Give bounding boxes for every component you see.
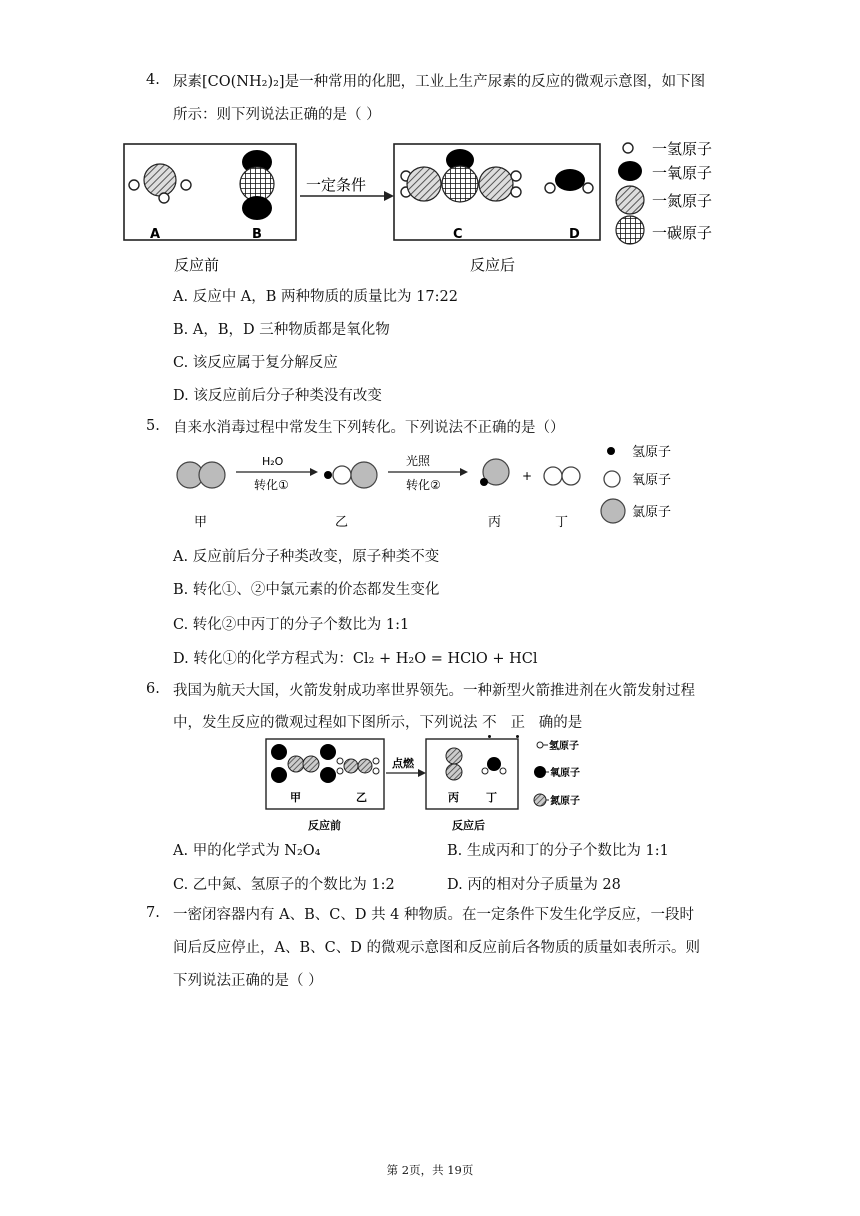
q6-name-jia: 甲 xyxy=(290,791,301,804)
q5-name-bing: 丙 xyxy=(488,515,502,530)
q6-after-label: 反应后 xyxy=(452,819,485,832)
q4-stem-line1: 尿素[CO(NH₂)₂]是一种常用的化肥，工业上生产尿素的反应的微观示意图，如下图 xyxy=(173,74,706,90)
q4-stem-line2: 所示：则下列说法正确的是（ ） xyxy=(173,107,381,123)
q6-before-label: 反应前 xyxy=(308,819,341,832)
q6-name-ding: 丁 xyxy=(486,791,497,804)
q7-stem-line1: 一密闭容器内有 A、B、C、D 共 4 种物质。在一定条件下发生化学反应，一段时 xyxy=(173,907,695,923)
q6-option-d[interactable]: D. 丙的相对分子质量为 28 xyxy=(447,877,621,893)
q5-option-b[interactable]: B. 转化①、②中氯元素的价态都发生变化 xyxy=(173,582,440,598)
q4-option-b[interactable]: B. A，B，D 三种物质都是氧化物 xyxy=(173,322,390,338)
q6-emph-correct: 正 xyxy=(510,715,525,731)
q6-stem-line2-pre: 中，发生反应的微观过程如下图所示，下列说法 xyxy=(173,715,478,731)
q4-legend-c: 一碳原子 xyxy=(652,224,713,242)
q6-legend-n: 氮原子 xyxy=(550,796,580,807)
q4-option-a[interactable]: A. 反应中 A，B 两种物质的质量比为 17:22 xyxy=(173,289,458,305)
q4-legend-h: 一氢原子 xyxy=(652,140,713,158)
q6-number: 6. xyxy=(146,681,160,697)
q5-option-d[interactable]: D. 转化①的化学方程式为：Cl₂ + H₂O = HClO + HCl xyxy=(173,651,538,667)
q7-stem-line2: 间后反应停止，A、B、C、D 的微观示意图和反应前后各物质的质量如表所示。则 xyxy=(173,940,700,956)
q5-option-c[interactable]: C. 转化②中丙丁的分子个数比为 1:1 xyxy=(173,617,410,633)
label-B: B xyxy=(252,227,262,242)
q6-stem-line1: 我国为航天大国，火箭发射成功率世界领先。一种新型火箭推进剂在火箭发射过程 xyxy=(173,683,695,699)
q7-number: 7. xyxy=(146,905,160,921)
q5-name-ding: 丁 xyxy=(555,515,569,530)
q5-arrow2-bottom: 转化② xyxy=(406,478,441,492)
q4-before-label: 反应前 xyxy=(174,256,220,274)
q5-legend-h: 氢原子 xyxy=(632,445,672,460)
q5-arrow2-top: 光照 xyxy=(406,454,431,468)
q6-option-c[interactable]: C. 乙中氮、氢原子的个数比为 1:2 xyxy=(173,877,395,893)
q5-legend-cl: 氯原子 xyxy=(632,505,672,520)
q6-stem-line2 xyxy=(173,713,582,733)
q5-stem-line1: 自来水消毒过程中常发生下列转化。下列说法不正确的是（） xyxy=(173,420,565,436)
label-C: C xyxy=(453,227,463,242)
page-footer: 第 2页，共 19页 xyxy=(386,1163,474,1177)
q7-stem-line3: 下列说法正确的是（ ） xyxy=(173,973,323,989)
q5-legend-o: 氧原子 xyxy=(632,473,672,488)
q4-legend-n: 一氮原子 xyxy=(652,192,713,210)
label-D: D xyxy=(569,227,580,242)
q5-name-jia: 甲 xyxy=(194,515,208,530)
q5-number: 5. xyxy=(146,418,160,434)
q4-option-d[interactable]: D. 该反应前后分子种类没有改变 xyxy=(173,388,382,404)
q4-arrow-label: 一定条件 xyxy=(306,176,367,194)
q5-arrow1-bottom: 转化① xyxy=(254,478,289,492)
q5-option-a[interactable]: A. 反应前后分子种类改变，原子种类不变 xyxy=(173,549,440,565)
q4-legend-o: 一氧原子 xyxy=(652,164,713,182)
q6-option-b[interactable]: B. 生成丙和丁的分子个数比为 1:1 xyxy=(447,843,669,859)
q4-reaction-diagram xyxy=(120,138,780,278)
q6-stem-line2-post: 确的是 xyxy=(538,715,583,731)
q4-after-label: 反应后 xyxy=(470,256,516,274)
q4-option-c[interactable]: C. 该反应属于复分解反应 xyxy=(173,355,338,371)
q6-name-bing: 丙 xyxy=(448,791,459,804)
q6-legend-o: 氧原子 xyxy=(550,768,580,779)
q6-arrow-label: 点燃 xyxy=(392,757,414,770)
q6-reaction-diagram xyxy=(264,737,604,833)
q5-plus: + xyxy=(522,469,533,483)
label-A: A xyxy=(150,227,161,242)
q6-emph-not: 不 xyxy=(482,715,497,731)
q5-name-yi: 乙 xyxy=(335,515,349,530)
q6-option-a[interactable]: A. 甲的化学式为 N₂O₄ xyxy=(173,843,321,859)
q6-legend-h: 氢原子 xyxy=(549,741,579,752)
q5-arrow1-top: H₂O xyxy=(262,455,284,468)
q4-number: 4. xyxy=(146,72,160,88)
q6-name-yi: 乙 xyxy=(356,791,367,804)
q5-reaction-diagram xyxy=(170,440,690,532)
